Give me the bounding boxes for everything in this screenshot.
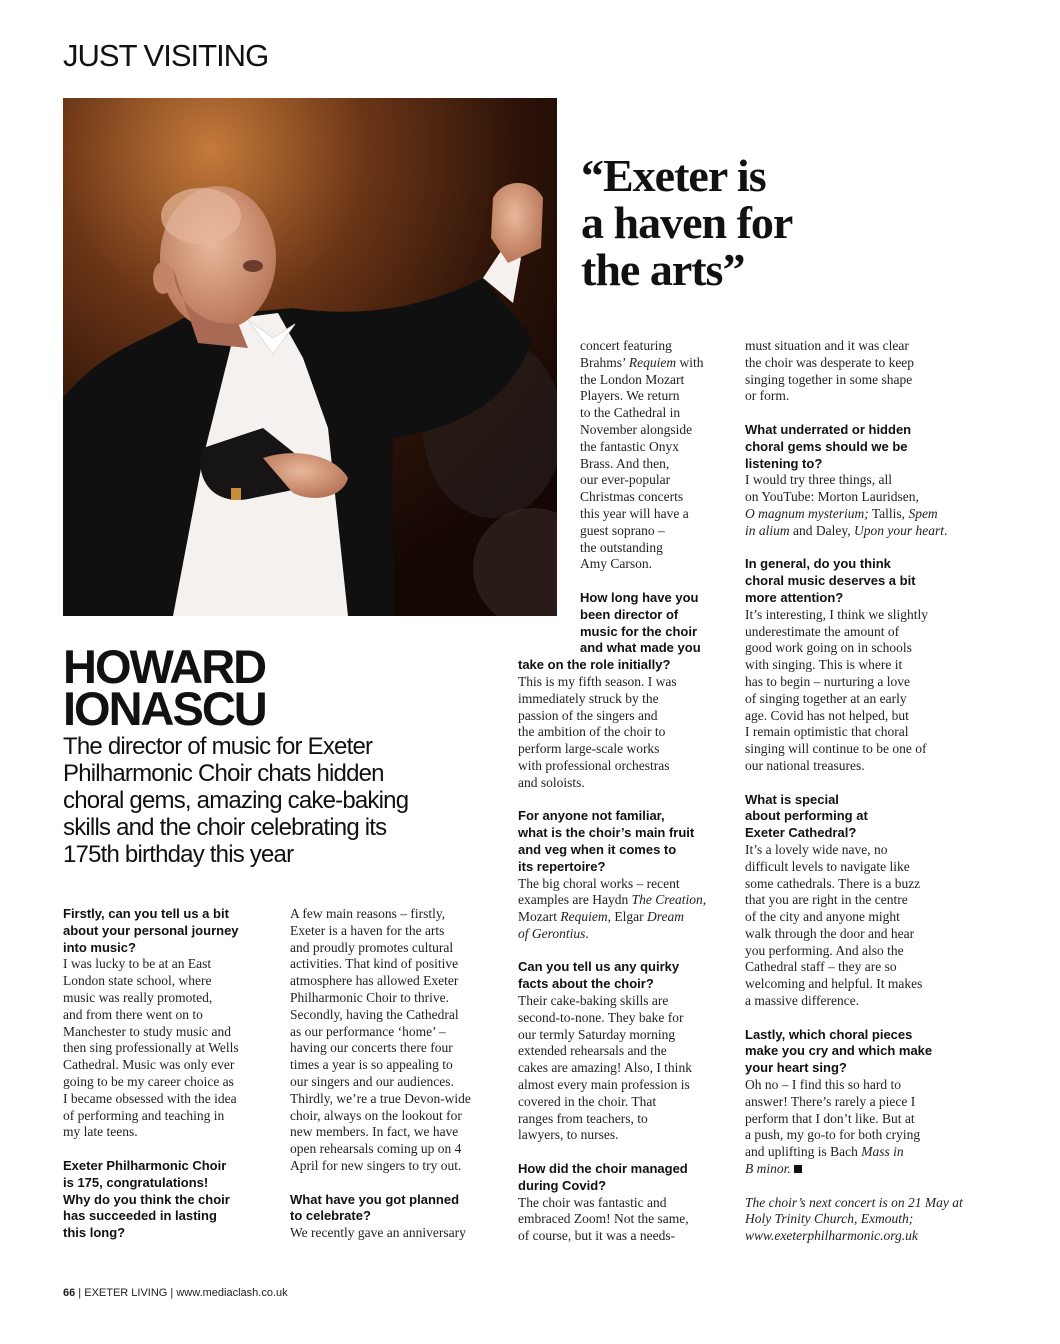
answer-text: , Elgar <box>607 909 647 925</box>
publication-url: www.mediaclash.co.uk <box>176 1287 288 1299</box>
answer-line: cakes are amazing! Also, I think <box>518 1060 692 1076</box>
answer-line: perform that I don’t like. But at <box>745 1110 915 1126</box>
answer-line: Cathedral. Music was only ever <box>63 1057 235 1073</box>
standfirst-line: Philharmonic Choir chats hidden <box>63 760 384 787</box>
section-label: JUST VISITING <box>63 38 269 73</box>
answer-line: walk through the door and hear <box>745 925 915 941</box>
answer-line: this year will have a <box>580 505 689 521</box>
answer-line: immediately struck by the <box>518 690 659 706</box>
question <box>518 959 723 993</box>
answer <box>518 993 723 1144</box>
answer <box>518 674 723 792</box>
answer-line: April for new singers to try out. <box>290 1157 462 1173</box>
work-title: B minor. <box>745 1161 791 1177</box>
question-line: listening to? <box>745 455 823 471</box>
footer-separator: | <box>167 1287 177 1299</box>
work-title: Upon your heart <box>854 522 944 538</box>
question-line: more attention? <box>745 589 844 605</box>
answer-line <box>518 926 723 943</box>
answer <box>745 842 955 1010</box>
answer-line: Exeter is a haven for the arts <box>290 922 445 938</box>
article-column-3 <box>518 338 723 1245</box>
answer-line: welcoming and helpful. It makes <box>745 976 923 992</box>
note-line: www.exeterphilharmonic.org.uk <box>745 1228 918 1244</box>
question-line: this long? <box>63 1225 126 1241</box>
question-line: choral music deserves a bit <box>745 573 916 589</box>
answer-line: a massive difference. <box>745 993 860 1009</box>
answer-line: times a year is so appealing to <box>290 1057 453 1073</box>
question-line: its repertoire? <box>518 858 606 874</box>
answer-line: open rehearsals coming up on 4 <box>290 1141 462 1157</box>
answer-line: The big choral works – recent <box>518 875 680 891</box>
standfirst-line: skills and the choir celebrating its <box>63 814 387 841</box>
answer-line: covered in the choir. That <box>518 1093 657 1109</box>
answer-line: Christmas concerts <box>580 489 684 505</box>
answer-line: I became obsessed with the idea <box>63 1090 237 1106</box>
footer-separator: | <box>75 1287 85 1299</box>
answer-line: choir, always on the lookout for <box>290 1107 462 1123</box>
article-column-2 <box>290 906 495 1242</box>
answer-line: second-to-none. They bake for <box>518 1009 684 1025</box>
answer-line <box>518 892 723 909</box>
question <box>63 1158 263 1242</box>
answer-text: and uplifting is Bach <box>745 1144 862 1160</box>
question-line: How did the choir managed <box>518 1161 688 1177</box>
answer-line: our ever-popular <box>580 472 671 488</box>
answer-line: Players. We return <box>580 388 680 404</box>
answer-line: I was lucky to be at an East <box>63 956 212 972</box>
answer-line: This is my fifth season. I was <box>518 673 677 689</box>
question-line: music for the choir <box>580 623 698 639</box>
answer-line: as our performance ‘home’ – <box>290 1023 446 1039</box>
answer-line: ranges from teachers, to <box>518 1110 648 1126</box>
answer-line: and proudly promotes cultural <box>290 939 454 955</box>
answer <box>745 1077 955 1178</box>
answer-line <box>518 909 723 926</box>
article-column-4 <box>745 338 963 1245</box>
question-line: been director of <box>580 606 679 622</box>
answer-line: a push, my go-to for both crying <box>745 1127 921 1143</box>
answer-line: London state school, where <box>63 973 212 989</box>
question <box>745 556 955 606</box>
question-line: In general, do you think <box>745 556 891 572</box>
answer-line: Their cake-baking skills are <box>518 993 669 1009</box>
standfirst-line: choral gems, amazing cake-baking <box>63 787 409 814</box>
answer-line: the outstanding <box>580 539 663 555</box>
note-line: Holy Trinity Church, Exmouth; <box>745 1211 914 1227</box>
answer-line: singing will continue to be one of <box>745 741 927 757</box>
answer-line: you performing. And also the <box>745 942 904 958</box>
answer-line: passion of the singers and <box>518 707 658 723</box>
question <box>745 1027 955 1077</box>
conductor-illustration <box>63 98 557 616</box>
answer-line: We recently gave an anniversary <box>290 1225 466 1241</box>
conductor-photo <box>63 98 557 616</box>
question-line: take on the role initially? <box>518 657 671 673</box>
answer-line <box>745 1144 955 1161</box>
page-number: 66 <box>63 1287 76 1299</box>
pull-quote <box>581 152 911 293</box>
work-title: Requiem <box>560 909 608 925</box>
answer-line: or form. <box>745 388 790 404</box>
question-line: make you cry and which make <box>745 1043 933 1059</box>
answer-line: underestimate the amount of <box>745 623 900 639</box>
answer-line: our singers and our audiences. <box>290 1073 454 1089</box>
answer-line: must situation and it was clear <box>745 338 909 353</box>
subject-name <box>63 640 266 735</box>
question-line: Can you tell us any quirky <box>518 959 680 975</box>
answer-line: Cathedral staff – they are so <box>745 959 897 975</box>
answer-line: A few main reasons – firstly, <box>290 906 446 921</box>
question-line: about performing at <box>745 808 868 824</box>
answer-line: and soloists. <box>518 774 585 790</box>
work-title: The Creation, <box>631 892 707 908</box>
subject-first-name: HOWARD <box>63 640 266 693</box>
answer-line: with professional orchestras <box>518 757 670 773</box>
pull-quote-line: “Exeter is <box>581 150 766 201</box>
question-line: during Covid? <box>518 1177 607 1193</box>
article-column-1 <box>63 906 263 1242</box>
question <box>745 792 955 842</box>
answer-line: concert featuring <box>580 338 672 353</box>
answer-line: singing together in some shape <box>745 371 913 387</box>
question-line: and veg when it comes to <box>518 841 677 857</box>
question-line: Lastly, which choral pieces <box>745 1026 913 1042</box>
answer-line: having our concerts there four <box>290 1040 453 1056</box>
answer-line: I would try three things, all <box>745 472 892 488</box>
answer-line: extended rehearsals and the <box>518 1043 667 1059</box>
answer-line: our national treasures. <box>745 757 865 773</box>
end-mark-icon <box>794 1165 802 1173</box>
question-line: What is special <box>745 791 839 807</box>
question-line: to celebrate? <box>290 1208 371 1224</box>
pull-quote-line: a haven for <box>581 197 793 248</box>
work-title: Spem <box>908 505 938 521</box>
answer-line: activities. That kind of positive <box>290 956 459 972</box>
question-line: Exeter Philharmonic Choir <box>63 1157 227 1173</box>
work-title: of Gerontius <box>518 925 586 941</box>
answer-line: the ambition of the choir to <box>518 724 666 740</box>
answer-text: with <box>676 354 704 370</box>
answer-text: Tallis, <box>868 505 909 521</box>
answer-line: music was really promoted, <box>63 989 213 1005</box>
answer-line: my late teens. <box>63 1124 138 1140</box>
answer-line: the choir was desperate to keep <box>745 354 915 370</box>
answer-line: then sing professionally at Wells <box>63 1040 239 1056</box>
answer-line: Philharmonic Choir to thrive. <box>290 989 449 1005</box>
answer-line: of course, but it was a needs- <box>518 1228 676 1244</box>
answer-line: perform large-scale works <box>518 741 660 757</box>
answer-line: Brass. And then, <box>580 455 670 471</box>
answer-line: good work going on in schools <box>745 640 912 656</box>
question-line: has succeeded in lasting <box>63 1208 217 1224</box>
answer-line: It’s interesting, I think we slightly <box>745 606 928 622</box>
answer <box>63 956 263 1141</box>
answer <box>290 1225 495 1242</box>
answer-line: almost every main profession is <box>518 1077 690 1093</box>
question-line: choral gems should we be <box>745 438 908 454</box>
answer-line: Thirdly, we’re a true Devon-wide <box>290 1090 471 1106</box>
question-line: Why do you think the choir <box>63 1191 230 1207</box>
answer-text: . <box>585 925 589 941</box>
work-title: O magnum mysterium; <box>745 505 869 521</box>
answer-line: difficult levels to navigate like <box>745 858 910 874</box>
answer-text: and Daley, <box>789 522 854 538</box>
answer <box>518 338 723 573</box>
page-footer <box>63 1287 288 1299</box>
answer-line: guest soprano – <box>580 522 665 538</box>
publication-name: EXETER LIVING <box>84 1287 168 1299</box>
answer-line: our termly Saturday morning <box>518 1026 676 1042</box>
answer-line: age. Covid has not helped, but <box>745 707 909 723</box>
answer-line: embraced Zoom! Not the same, <box>518 1211 689 1227</box>
answer-line: Amy Carson. <box>580 556 652 572</box>
answer-line: and from there went on to <box>63 1006 203 1022</box>
standfirst-line: The director of music for Exeter <box>63 733 373 760</box>
answer <box>290 906 495 1175</box>
answer-line: has to begin – nurturing a love <box>745 673 910 689</box>
question-line: your heart sing? <box>745 1060 847 1076</box>
work-title: Mass in <box>861 1144 904 1160</box>
answer-line: of performing and teaching in <box>63 1107 225 1123</box>
question-line: what is the choir’s main fruit <box>518 825 695 841</box>
question-line: and what made you <box>580 640 701 656</box>
answer-text: Brahms’ <box>580 354 629 370</box>
question <box>63 906 263 956</box>
answer-text: examples are Haydn <box>518 892 632 908</box>
answer-text: . <box>944 522 948 538</box>
note-line: The choir’s next concert is on 21 May at <box>745 1194 963 1210</box>
answer-line: Manchester to study music and <box>63 1023 231 1039</box>
question-line: Exeter Cathedral? <box>745 825 857 841</box>
answer-line: of singing together at an early <box>745 690 907 706</box>
answer-line <box>745 506 955 523</box>
answer-line: November alongside <box>580 421 693 437</box>
answer-line: answer! There’s rarely a piece I <box>745 1093 916 1109</box>
answer-line <box>745 523 955 540</box>
answer-line: going to be my career choice as <box>63 1073 234 1089</box>
question-line: is 175, congratulations! <box>63 1174 209 1190</box>
answer-line: on YouTube: Morton Lauridsen, <box>745 489 919 505</box>
answer <box>518 876 723 943</box>
answer-line <box>745 1161 955 1178</box>
work-title: Requiem <box>628 354 677 370</box>
work-title: Dream <box>646 909 684 925</box>
answer-line: I remain optimistic that choral <box>745 724 909 740</box>
question-line: facts about the choir? <box>518 976 654 992</box>
answer-line <box>580 355 723 372</box>
answer-line: atmosphere has allowed Exeter <box>290 973 459 989</box>
concert-note <box>745 1194 963 1245</box>
answer <box>745 607 955 775</box>
work-title: in alium <box>745 522 790 538</box>
standfirst-line: 175th birthday this year <box>63 841 294 868</box>
answer-line: lawyers, to nurses. <box>518 1127 619 1143</box>
question <box>518 590 723 674</box>
answer-line: with singing. This is where it <box>745 657 903 673</box>
question-line: What have you got planned <box>290 1191 460 1207</box>
question <box>518 808 723 875</box>
question-line: What underrated or hidden <box>745 421 912 437</box>
answer-line: some cathedrals. There is a buzz <box>745 875 921 891</box>
answer-line: Oh no – I find this so hard to <box>745 1077 901 1093</box>
answer-line: the fantastic Onyx <box>580 438 679 454</box>
question <box>518 1161 723 1195</box>
question <box>745 422 955 472</box>
question <box>290 1192 495 1226</box>
answer-line: new members. In fact, we have <box>290 1124 459 1140</box>
standfirst <box>63 733 523 868</box>
question-line: into music? <box>63 939 136 955</box>
answer <box>518 1195 723 1245</box>
answer <box>745 338 955 405</box>
question-line: about your personal journey <box>63 922 239 938</box>
answer-line: The choir was fantastic and <box>518 1194 667 1210</box>
question-line: For anyone not familiar, <box>518 808 665 824</box>
question-line: Firstly, can you tell us a bit <box>63 906 229 921</box>
subject-last-name: IONASCU <box>63 682 266 735</box>
answer-line: Secondly, having the Cathedral <box>290 1006 459 1022</box>
answer-line: the London Mozart <box>580 371 685 387</box>
question-line: How long have you <box>580 589 699 605</box>
answer-line: to the Cathedral in <box>580 405 681 421</box>
answer-line: of the city and anyone might <box>745 909 900 925</box>
answer <box>745 472 955 539</box>
answer-line: that you are right in the centre <box>745 892 908 908</box>
answer-line: It’s a lovely wide nave, no <box>745 841 888 857</box>
answer-text: Mozart <box>518 909 561 925</box>
pull-quote-line: the arts” <box>581 244 745 295</box>
